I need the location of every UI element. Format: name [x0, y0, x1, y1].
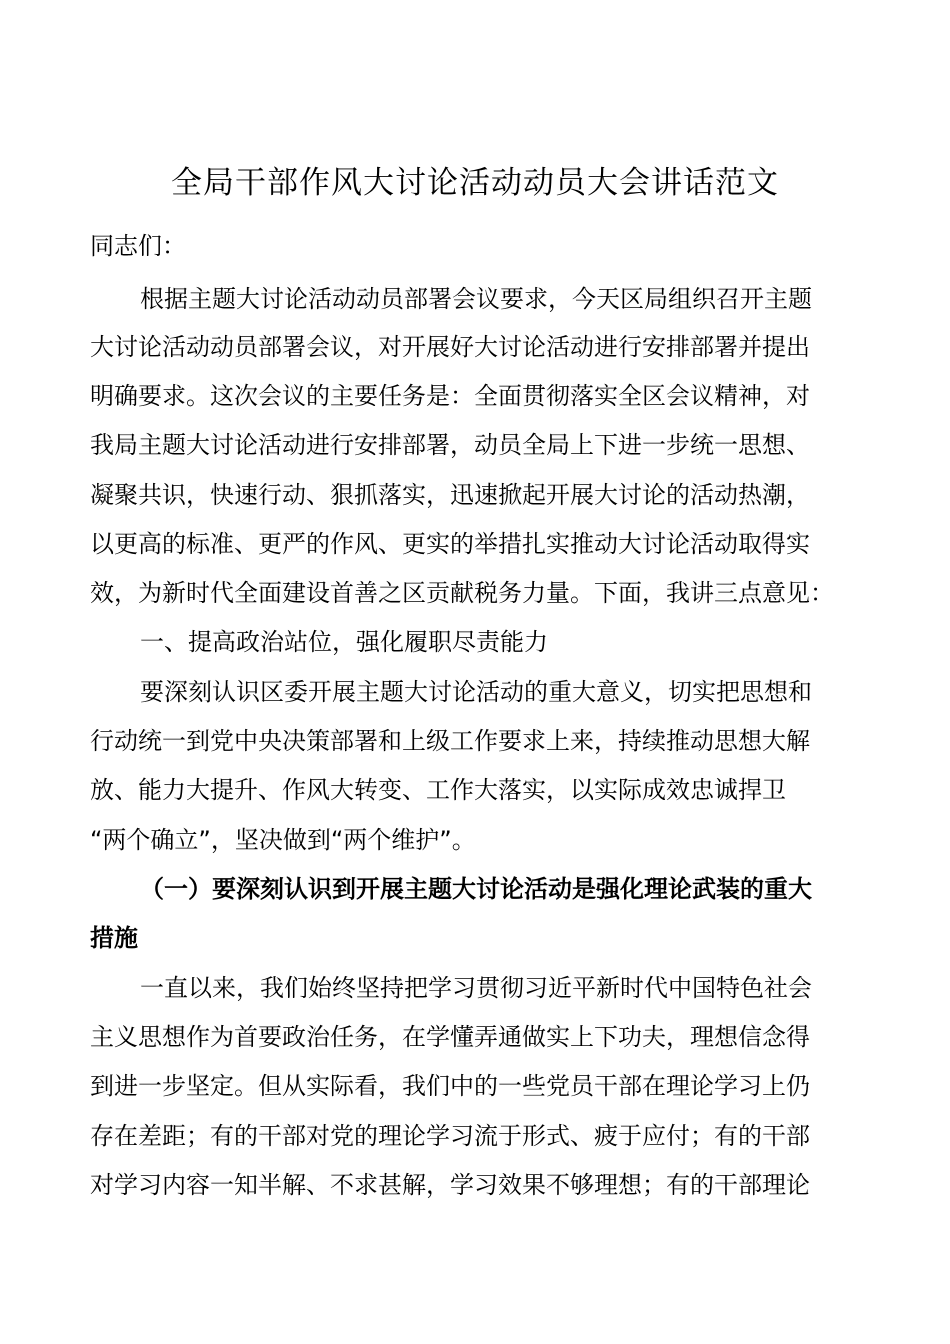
paragraph-line: 到进一步坚定。但从实际看，我们中的一些党员干部在理论学习上仍 [90, 1072, 810, 1100]
paragraph-line: 存在差距；有的干部对党的理论学习流于形式、疲于应付；有的干部 [90, 1122, 810, 1150]
paragraph-line: 我局主题大讨论活动进行安排部署，动员全局上下进一步统一思想、 [90, 431, 810, 459]
paragraph-line: 以更高的标准、更严的作风、更实的举措扎实推动大讨论活动取得实 [90, 530, 810, 558]
paragraph-line: 效，为新时代全面建设首善之区贡献税务力量。下面，我讲三点意见： [90, 579, 834, 607]
paragraph-line: 行动统一到党中央决策部署和上级工作要求上来，持续推动思想大解 [90, 727, 810, 755]
subsection-heading: （一）要深刻认识到开展主题大讨论活动是强化理论武装的重大 [140, 875, 812, 903]
paragraph-line: 根据主题大讨论活动动员部署会议要求，今天区局组织召开主题 [140, 285, 812, 313]
paragraph-line: 明确要求。这次会议的主要任务是：全面贯彻落实全区会议精神，对 [90, 382, 810, 410]
paragraph-line: 对学习内容一知半解、不求甚解，学习效果不够理想；有的干部理论 [90, 1171, 810, 1199]
document-title: 全局干部作风大讨论活动动员大会讲话范文 [171, 165, 779, 201]
subsection-heading: 措施 [90, 924, 138, 952]
paragraph-line: “两个确立”，坚决做到“两个维护”。 [90, 826, 476, 854]
section-heading: 一、提高政治站位，强化履职尽责能力 [140, 628, 548, 656]
paragraph-line: 要深刻认识区委开展主题大讨论活动的重大意义，切实把思想和 [140, 678, 812, 706]
salutation: 同志们： [90, 232, 186, 260]
paragraph-line: 一直以来，我们始终坚持把学习贯彻习近平新时代中国特色社会 [140, 974, 812, 1002]
paragraph-line: 主义思想作为首要政治任务，在学懂弄通做实上下功夫，理想信念得 [90, 1023, 810, 1051]
paragraph-line: 放、能力大提升、作风大转变、工作大落实，以实际成效忠诚捍卫 [90, 776, 786, 804]
paragraph-line: 凝聚共识，快速行动、狠抓落实，迅速掀起开展大讨论的活动热潮， [90, 481, 810, 509]
paragraph-line: 大讨论活动动员部署会议，对开展好大讨论活动进行安排部署并提出 [90, 333, 810, 361]
